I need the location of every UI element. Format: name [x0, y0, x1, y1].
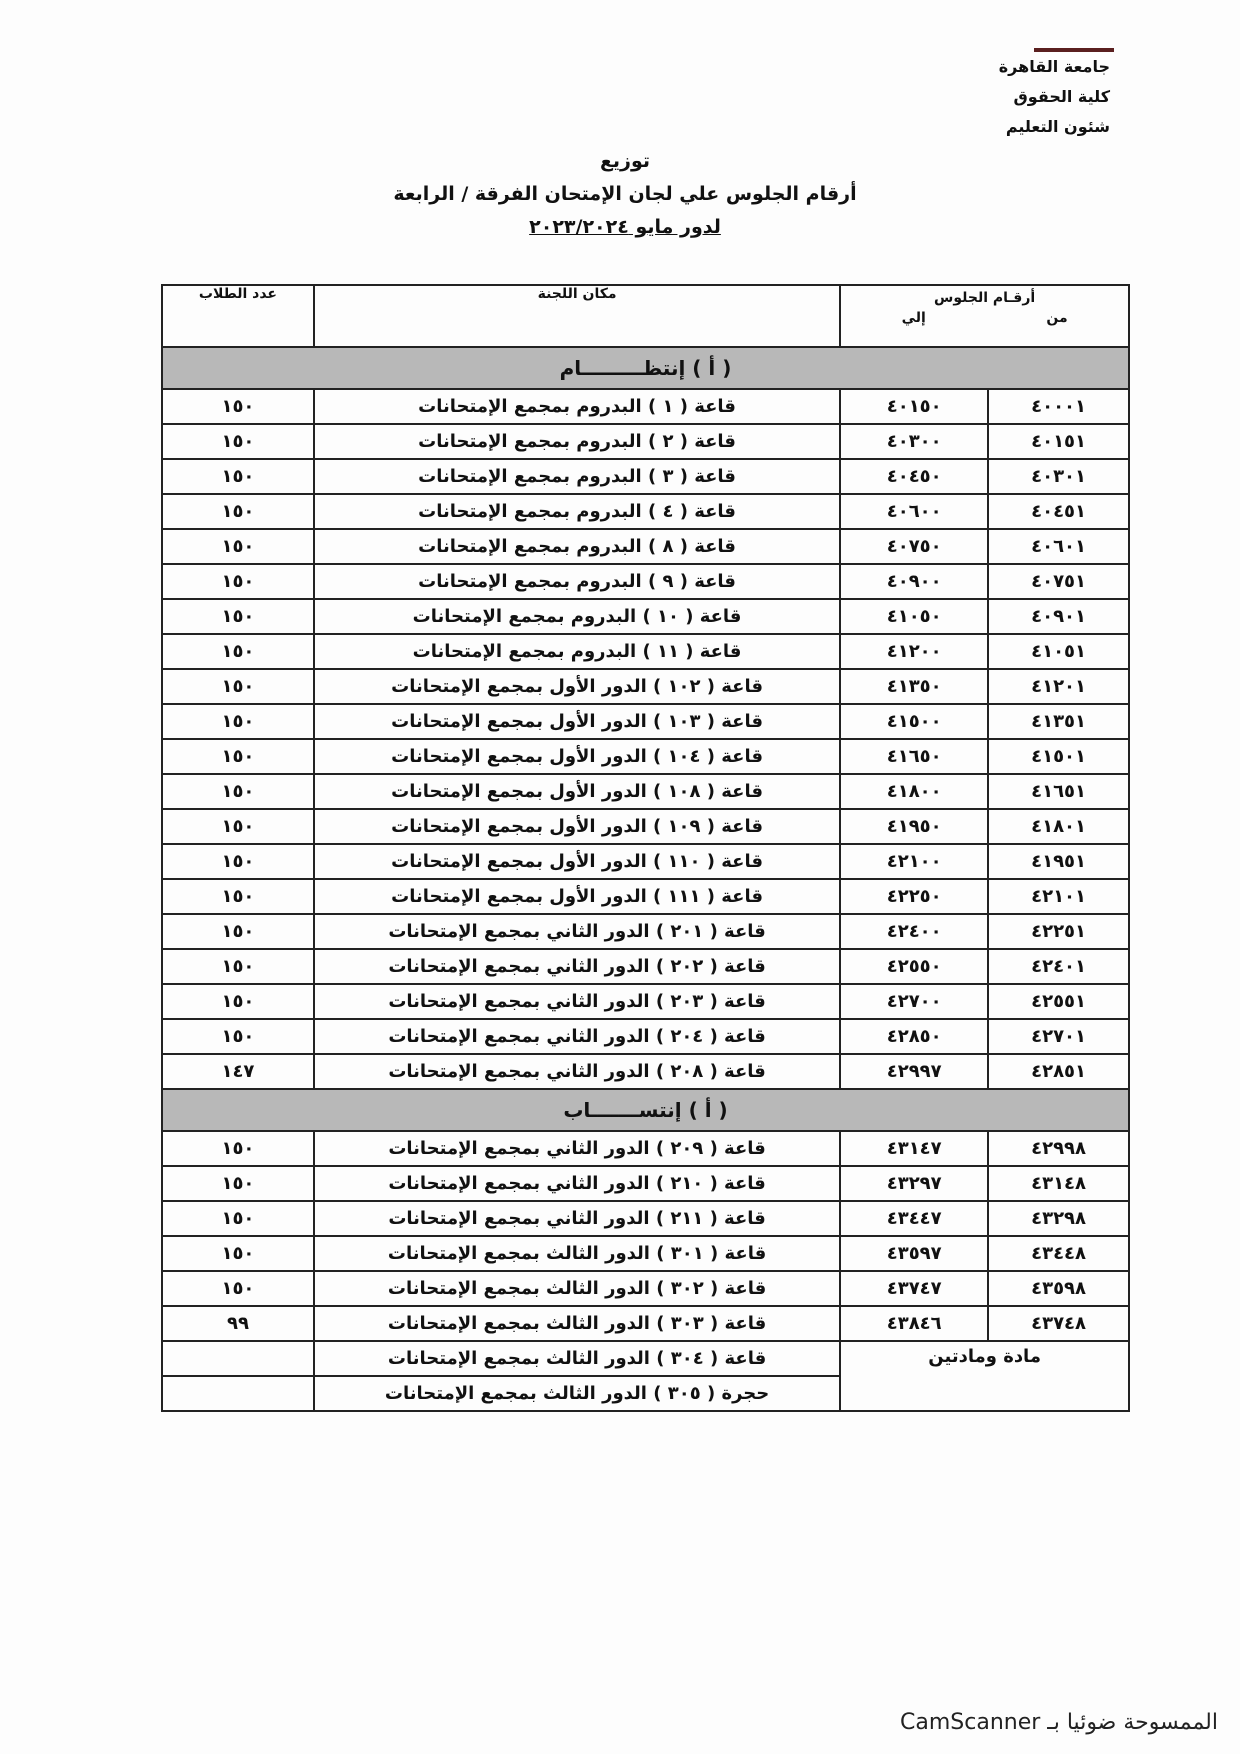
table-row: [162, 1166, 1129, 1201]
seat-numbers-header: [840, 285, 1129, 347]
header-rule: [1034, 48, 1114, 52]
location: قاعة ( ١٠٢ ) الدور الأول بمجمع الإمتحانات: [314, 669, 840, 704]
table-row: [162, 1201, 1129, 1236]
location: قاعة ( ١٠ ) البدروم بمجمع الإمتحانات: [314, 599, 840, 634]
location: قاعة ( ٢٠٤ ) الدور الثاني بمجمع الإمتحانات: [314, 1019, 840, 1054]
location: قاعة ( ٢ ) البدروم بمجمع الإمتحانات: [314, 424, 840, 459]
student-count: ١٥٠: [162, 949, 314, 984]
section-label: ( أ ) إنتظـــــــــام: [162, 347, 1129, 389]
seat-to: ٤١٠٥٠: [840, 599, 988, 634]
location: حجرة ( ٣٠٥ ) الدور الثالث بمجمع الإمتحانات: [314, 1376, 840, 1411]
location: قاعة ( ٢٠٣ ) الدور الثاني بمجمع الإمتحانات: [314, 984, 840, 1019]
seat-to: ٤١٩٥٠: [840, 809, 988, 844]
student-count: ١٥٠: [162, 669, 314, 704]
table-row: [162, 669, 1129, 704]
seat-from: ٤٠٧٥١: [988, 564, 1129, 599]
student-count: ١٥٠: [162, 879, 314, 914]
seat-from: ٤٠٠٠١: [988, 389, 1129, 424]
seat-from: ٤٠١٥١: [988, 424, 1129, 459]
location: قاعة ( ٩ ) البدروم بمجمع الإمتحانات: [314, 564, 840, 599]
student-count: ١٥٠: [162, 1271, 314, 1306]
seat-from: ٤٢٨٥١: [988, 1054, 1129, 1089]
seat-from: ٤١٣٥١: [988, 704, 1129, 739]
seat-from: ٤٣٤٤٨: [988, 1236, 1129, 1271]
seat-from: ٤١٩٥١: [988, 844, 1129, 879]
table-row: [162, 984, 1129, 1019]
student-count: [162, 1341, 314, 1376]
seat-to: ٤٣٨٤٦: [840, 1306, 988, 1341]
seat-to: ٤١٣٥٠: [840, 669, 988, 704]
seat-to: ٤٢٤٠٠: [840, 914, 988, 949]
camscanner-watermark: الممسوحة ضوئيا بـ CamScanner: [900, 1710, 1218, 1735]
seat-to: ٤٢٨٥٠: [840, 1019, 988, 1054]
title-line-1: توزيع: [599, 150, 651, 172]
table-row: [162, 1019, 1129, 1054]
seat-to: ٤٢١٠٠: [840, 844, 988, 879]
table-row: [162, 879, 1129, 914]
location: قاعة ( ١١٠ ) الدور الأول بمجمع الإمتحانات: [314, 844, 840, 879]
seat-from: ٤٠٤٥١: [988, 494, 1129, 529]
seat-from: ٤١٥٠١: [988, 739, 1129, 774]
location: قاعة ( ٨ ) البدروم بمجمع الإمتحانات: [314, 529, 840, 564]
location: قاعة ( ٣٠٤ ) الدور الثالث بمجمع الإمتحانات: [314, 1341, 840, 1376]
table-row: [162, 949, 1129, 984]
seat-to: ٤٠٩٠٠: [840, 564, 988, 599]
seat-to: ٤٢٥٥٠: [840, 949, 988, 984]
student-count: ١٥٠: [162, 1131, 314, 1166]
seat-to: ٤٣٤٤٧: [840, 1201, 988, 1236]
student-count: ١٥٠: [162, 739, 314, 774]
section-row: [162, 1089, 1129, 1131]
table-row: [162, 529, 1129, 564]
seat-from: ٤٢٤٠١: [988, 949, 1129, 984]
location: قاعة ( ٢١١ ) الدور الثاني بمجمع الإمتحانات: [314, 1201, 840, 1236]
table-row: [162, 599, 1129, 634]
seat-from: ٤٢٧٠١: [988, 1019, 1129, 1054]
seating-table: [161, 284, 1130, 1412]
to-header: إلي: [901, 310, 926, 326]
student-count: ١٥٠: [162, 1236, 314, 1271]
institution-header: [999, 52, 1110, 142]
table-row: [162, 704, 1129, 739]
table-row: [162, 1236, 1129, 1271]
seat-from: ٤٢٩٩٨: [988, 1131, 1129, 1166]
seat-to: ٤٣١٤٧: [840, 1131, 988, 1166]
location: قاعة ( ١٠٨ ) الدور الأول بمجمع الإمتحانات: [314, 774, 840, 809]
student-count: ١٥٠: [162, 704, 314, 739]
seat-from: ٤٢٢٥١: [988, 914, 1129, 949]
seat-to: ٤٢٩٩٧: [840, 1054, 988, 1089]
location: قاعة ( ١٠٤ ) الدور الأول بمجمع الإمتحانات: [314, 739, 840, 774]
section-row: [162, 347, 1129, 389]
faculty-name: كلية الحقوق: [1013, 87, 1110, 106]
student-count: ١٥٠: [162, 599, 314, 634]
location: قاعة ( ٣٠٣ ) الدور الثالث بمجمع الإمتحانات: [314, 1306, 840, 1341]
student-count: ١٥٠: [162, 1019, 314, 1054]
seat-from: ٤٣٢٩٨: [988, 1201, 1129, 1236]
table-row: [162, 564, 1129, 599]
student-count: [162, 1376, 314, 1411]
seat-to: ٤٣٢٩٧: [840, 1166, 988, 1201]
seat-to: ٤٢٢٥٠: [840, 879, 988, 914]
table-row: [162, 774, 1129, 809]
seat-from: ٤٢٥٥١: [988, 984, 1129, 1019]
student-count: ١٥٠: [162, 459, 314, 494]
seat-to: ٤١٦٥٠: [840, 739, 988, 774]
student-count: ١٥٠: [162, 1166, 314, 1201]
table-row: [162, 809, 1129, 844]
from-header: من: [1046, 310, 1068, 326]
seat-from: ٤٠٩٠١: [988, 599, 1129, 634]
location: قاعة ( ١٠٩ ) الدور الأول بمجمع الإمتحانات: [314, 809, 840, 844]
table-row: [162, 1131, 1129, 1166]
location: قاعة ( ٢٠٨ ) الدور الثاني بمجمع الإمتحانات: [314, 1054, 840, 1089]
seat-to: ٤٣٧٤٧: [840, 1271, 988, 1306]
seat-from: ٤١٨٠١: [988, 809, 1129, 844]
location: قاعة ( ٣٠١ ) الدور الثالث بمجمع الإمتحانات: [314, 1236, 840, 1271]
title-line-2: أرقام الجلوس علي لجان الإمتحان الفرقة / الرابعة: [393, 183, 857, 205]
table-row: [162, 1271, 1129, 1306]
location: قاعة ( ٤ ) البدروم بمجمع الإمتحانات: [314, 494, 840, 529]
seat-from: ٤٢١٠١: [988, 879, 1129, 914]
seat-from: ٤٠٣٠١: [988, 459, 1129, 494]
table-row: [162, 389, 1129, 424]
seat-from: ٤٣١٤٨: [988, 1166, 1129, 1201]
seat-to: ٤٠٣٠٠: [840, 424, 988, 459]
title-line-3: لدور مايو ٢٠٢٣/٢٠٢٤: [529, 216, 721, 238]
location-header: مكان اللجنة: [314, 285, 840, 347]
seat-from: ٤١٦٥١: [988, 774, 1129, 809]
student-count: ١٥٠: [162, 389, 314, 424]
table-row: [162, 1306, 1129, 1341]
seat-to: ٤٣٥٩٧: [840, 1236, 988, 1271]
location: قاعة ( ١٠٣ ) الدور الأول بمجمع الإمتحانات: [314, 704, 840, 739]
table-row: [162, 1341, 1129, 1376]
section-label: ( أ ) إنتســـــــاب: [162, 1089, 1129, 1131]
table-row: [162, 844, 1129, 879]
seat-from: ٤٠٦٠١: [988, 529, 1129, 564]
seat-to: ٤٢٧٠٠: [840, 984, 988, 1019]
table-row: [162, 914, 1129, 949]
seat-from: ٤١٢٠١: [988, 669, 1129, 704]
location: قاعة ( ١ ) البدروم بمجمع الإمتحانات: [314, 389, 840, 424]
document-title: [380, 145, 870, 244]
location: قاعة ( ٣٠٢ ) الدور الثالث بمجمع الإمتحانات: [314, 1271, 840, 1306]
seat-from: ٤١٠٥١: [988, 634, 1129, 669]
location: قاعة ( ٢٠٩ ) الدور الثاني بمجمع الإمتحانات: [314, 1131, 840, 1166]
student-count: ١٥٠: [162, 984, 314, 1019]
location: قاعة ( ٢١٠ ) الدور الثاني بمجمع الإمتحانات: [314, 1166, 840, 1201]
location: قاعة ( ١١١ ) الدور الأول بمجمع الإمتحانات: [314, 879, 840, 914]
seat-from: ٤٣٥٩٨: [988, 1271, 1129, 1306]
student-count: ٩٩: [162, 1306, 314, 1341]
extra-label: مادة ومادتين: [840, 1341, 1129, 1411]
location: قاعة ( ١١ ) البدروم بمجمع الإمتحانات: [314, 634, 840, 669]
table-row: [162, 459, 1129, 494]
table-row: [162, 1054, 1129, 1089]
student-count: ١٥٠: [162, 1201, 314, 1236]
table-row: [162, 424, 1129, 459]
count-header: عدد الطلاب: [162, 285, 314, 347]
student-count: ١٥٠: [162, 529, 314, 564]
seat-numbers-label: أرقـام الجلوس: [934, 290, 1036, 306]
student-count: ١٥٠: [162, 844, 314, 879]
seat-to: ٤١٢٠٠: [840, 634, 988, 669]
student-count: ١٥٠: [162, 494, 314, 529]
seat-to: ٤٠١٥٠: [840, 389, 988, 424]
student-count: ١٥٠: [162, 914, 314, 949]
location: قاعة ( ٢٠١ ) الدور الثاني بمجمع الإمتحانات: [314, 914, 840, 949]
seat-to: ٤٠٧٥٠: [840, 529, 988, 564]
student-count: ١٥٠: [162, 424, 314, 459]
student-count: ١٥٠: [162, 634, 314, 669]
student-count: ١٥٠: [162, 564, 314, 599]
student-count: ١٥٠: [162, 809, 314, 844]
student-count: ١٤٧: [162, 1054, 314, 1089]
seat-to: ٤٠٤٥٠: [840, 459, 988, 494]
seat-to: ٤١٨٠٠: [840, 774, 988, 809]
seat-from: ٤٣٧٤٨: [988, 1306, 1129, 1341]
seat-to: ٤٠٦٠٠: [840, 494, 988, 529]
table-row: [162, 494, 1129, 529]
location: قاعة ( ٢٠٢ ) الدور الثاني بمجمع الإمتحانات: [314, 949, 840, 984]
location: قاعة ( ٣ ) البدروم بمجمع الإمتحانات: [314, 459, 840, 494]
table-row: [162, 634, 1129, 669]
table-row: [162, 739, 1129, 774]
department-name: شئون التعليم: [1005, 117, 1110, 136]
student-count: ١٥٠: [162, 774, 314, 809]
university-name: جامعة القاهرة: [998, 57, 1110, 76]
seat-to: ٤١٥٠٠: [840, 704, 988, 739]
